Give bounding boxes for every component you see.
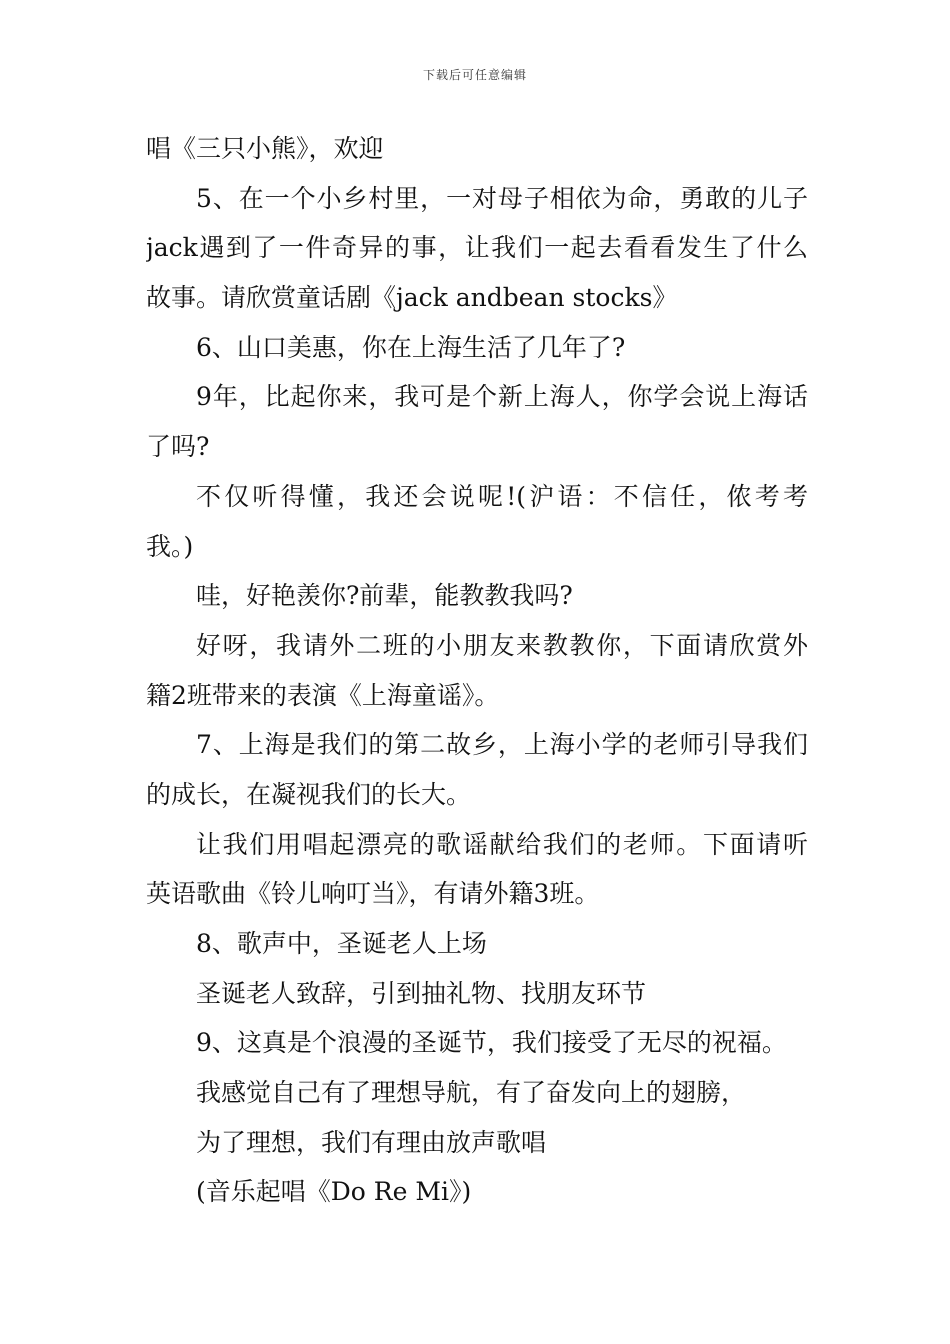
text-line: 英语歌曲《铃儿响叮当》，有请外籍3班。 — [146, 879, 600, 909]
text-line: 了吗? — [146, 432, 210, 462]
text-line: 我。) — [146, 531, 194, 561]
text-line: 6、山口美惠，你在上海生活了几年了? — [196, 332, 626, 362]
text-line: 我感觉自己有了理想导航，有了奋发向上的翅膀， — [196, 1078, 747, 1108]
text-line: 籍2班带来的表演《上海童谣》。 — [146, 680, 500, 710]
document-body — [146, 124, 808, 1217]
text-line: 故事。请欣赏童话剧《jack andbean stocks》 — [146, 283, 678, 313]
text-line: 圣诞老人致辞，引到抽礼物、找朋友环节 — [196, 978, 647, 1008]
text-line: jack遇到了一件奇异的事，让我们一起去看看发生了什么 — [146, 233, 808, 263]
text-line: 的成长，在凝视我们的长大。 — [146, 779, 472, 809]
text-line: 5、在一个小乡村里，一对母子相依为命，勇敢的儿子 — [196, 183, 808, 213]
text-line: 让我们用唱起漂亮的歌谣献给我们的老师。下面请听 — [196, 829, 808, 859]
text-line: 哇，好艳羡你?前辈，能教教我吗? — [196, 581, 573, 611]
text-line: 7、上海是我们的第二故乡，上海小学的老师引导我们 — [196, 730, 808, 760]
text-line: 9年，比起你来，我可是个新上海人，你学会说上海话 — [196, 382, 808, 412]
text-line: 好呀，我请外二班的小朋友来教教你，下面请欣赏外 — [196, 630, 808, 660]
text-line: (音乐起唱《Do Re Mi》) — [196, 1177, 472, 1207]
text-line: 为了理想，我们有理由放声歌唱 — [196, 1127, 547, 1157]
text-line: 9、这真是个浪漫的圣诞节，我们接受了无尽的祝福。 — [196, 1028, 787, 1058]
text-line: 8、歌声中，圣诞老人上场 — [196, 929, 487, 958]
text-line: 不仅听得懂，我还会说呢!(沪语：不信任，侬考考 — [196, 481, 808, 511]
page-header-note: 下载后可任意编辑 — [422, 68, 527, 82]
text-line: 唱《三只小熊》，欢迎 — [146, 134, 384, 163]
